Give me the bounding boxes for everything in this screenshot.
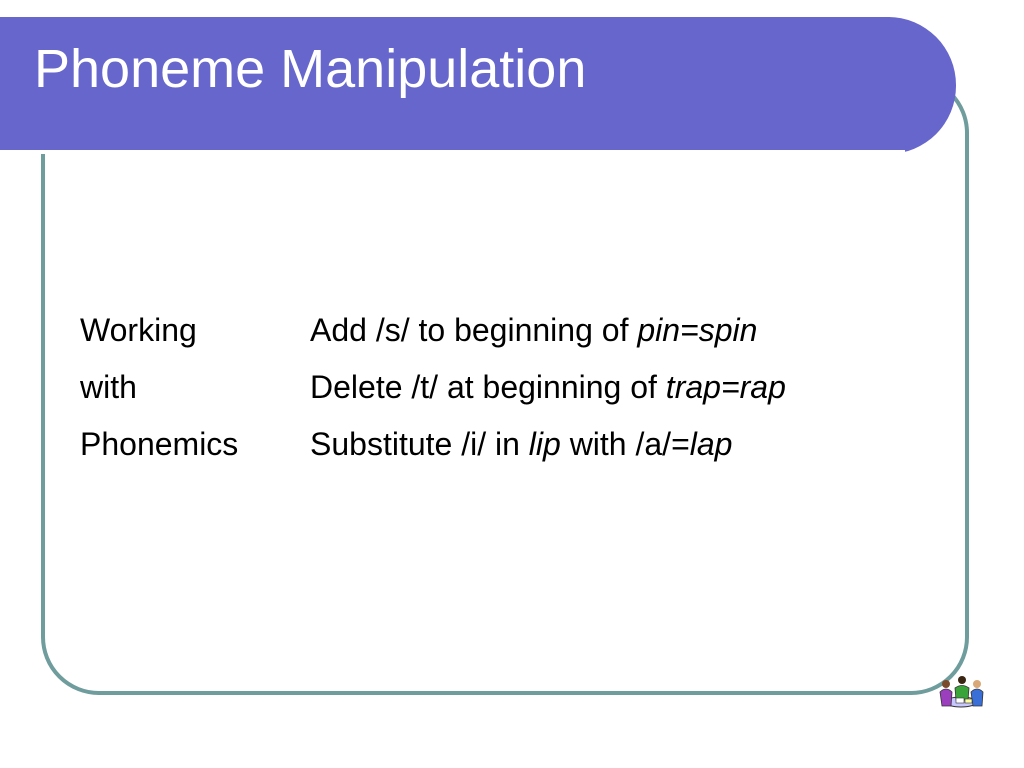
item-substitute-word: lip (528, 426, 561, 462)
item-substitute-text-1: Substitute /i/ in (310, 426, 529, 462)
item-delete-example: trap=rap (665, 369, 786, 405)
slide-title: Phoneme Manipulation (34, 39, 587, 99)
item-substitute (310, 416, 732, 473)
title-underline (0, 150, 905, 154)
body-content (80, 302, 786, 473)
item-substitute-example: lap (689, 426, 733, 462)
label-line-1: Working (80, 312, 197, 348)
item-delete (310, 359, 786, 416)
body-row-3 (80, 416, 786, 473)
body-row-2 (80, 359, 786, 416)
item-add-text: Add /s/ to beginning of (310, 312, 638, 348)
item-substitute-text-2: with /a/= (560, 426, 690, 462)
label-line-3: Phonemics (80, 426, 239, 462)
body-row-1 (80, 302, 786, 359)
item-add (310, 302, 757, 359)
label-line-2: with (80, 369, 137, 405)
item-delete-text: Delete /t/ at beginning of (310, 369, 666, 405)
item-add-example: pin=spin (637, 312, 758, 348)
people-meeting-icon (936, 672, 986, 716)
